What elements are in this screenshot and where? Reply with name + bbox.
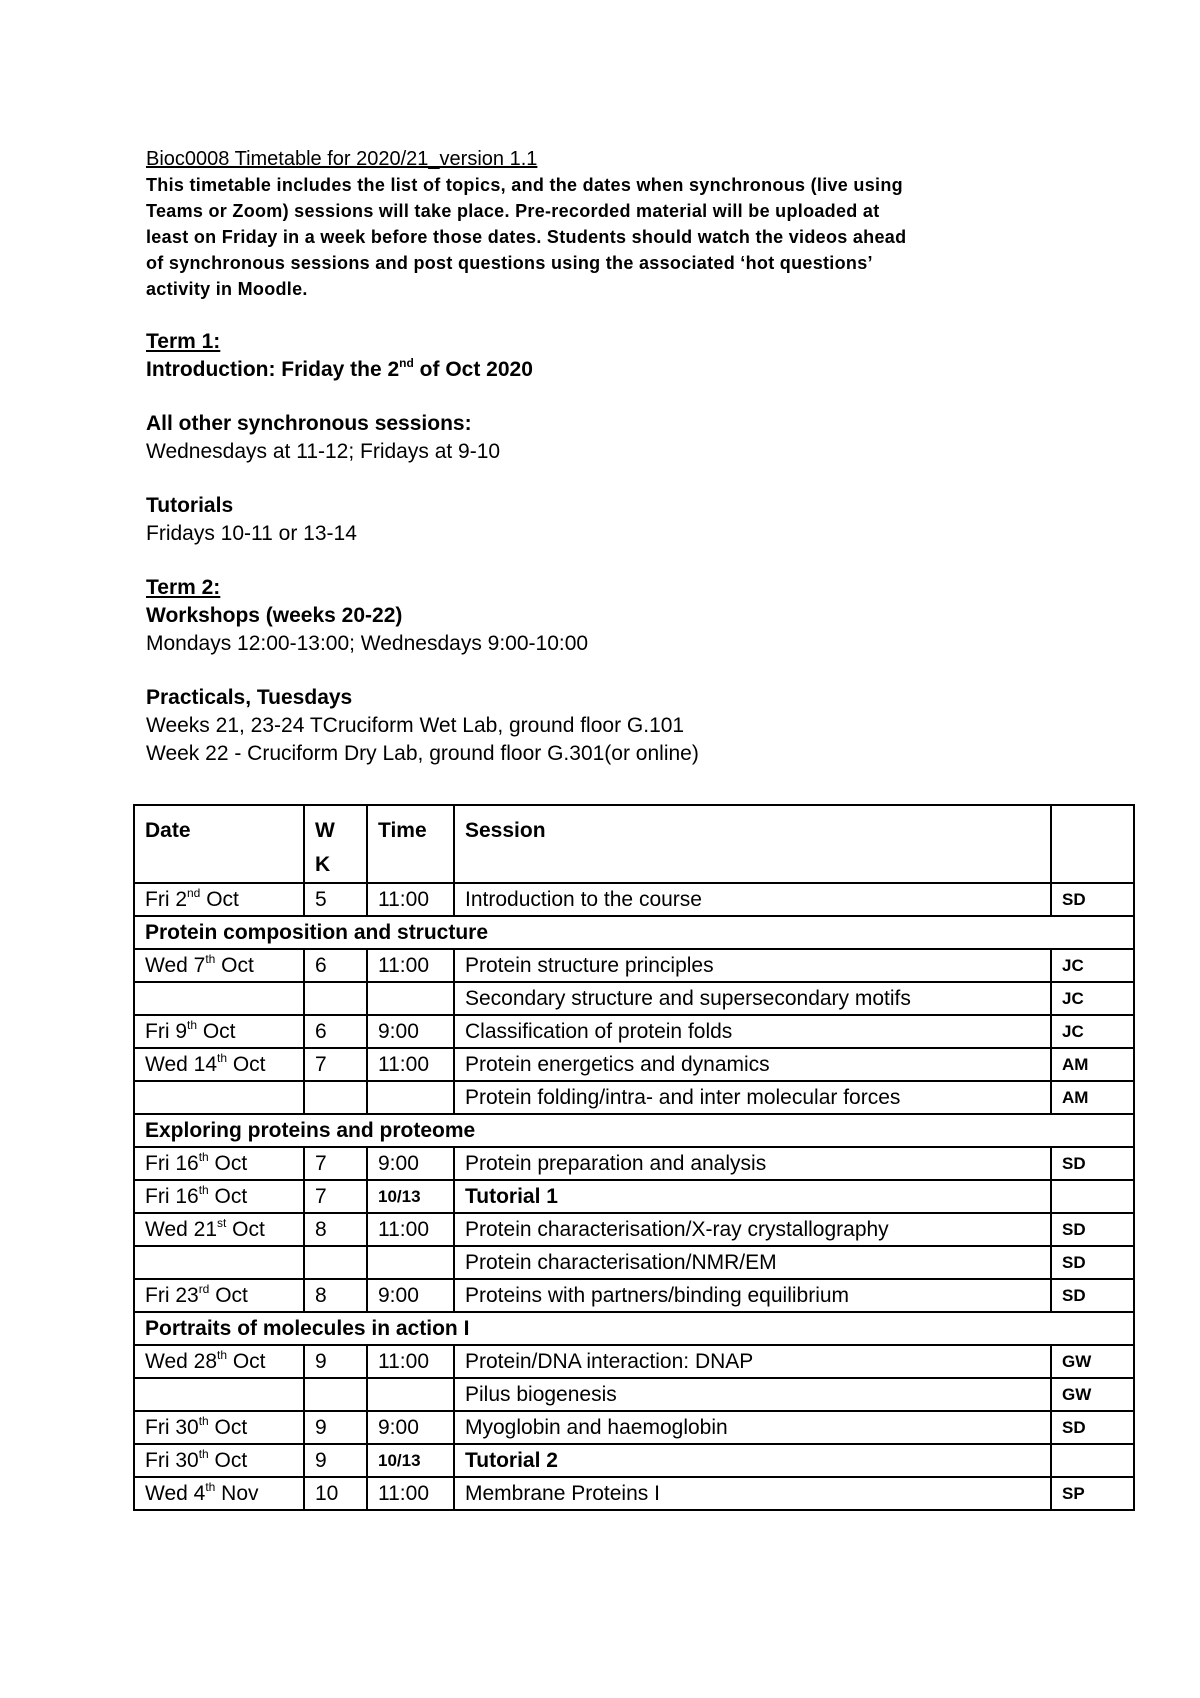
document-title: Bioc0008 Timetable for 2020/21_version 1.1 — [146, 148, 538, 170]
practicals-heading: Practicals, Tuesdays — [146, 686, 353, 709]
practicals-section — [146, 684, 1146, 768]
intro-paragraph — [146, 172, 1146, 302]
intro-line: activity in Moodle. — [146, 279, 308, 299]
cell-time: 10/13 — [367, 1444, 454, 1477]
group-label: Exploring proteins and proteome — [134, 1114, 1134, 1147]
cell-week — [304, 982, 367, 1015]
cell-date: Wed 7th Oct — [134, 949, 304, 982]
cell-date — [134, 982, 304, 1015]
group-label: Protein composition and structure — [134, 916, 1134, 949]
cell-initials: SD — [1051, 1279, 1134, 1312]
term1-section — [146, 328, 1146, 384]
cell-session: Introduction to the course — [454, 883, 1051, 916]
table-row — [134, 1180, 1134, 1213]
cell-week: 8 — [304, 1213, 367, 1246]
cell-initials: SP — [1051, 1477, 1134, 1510]
cell-week: 6 — [304, 1015, 367, 1048]
cell-initials — [1051, 1180, 1134, 1213]
cell-initials — [1051, 1444, 1134, 1477]
cell-time: 11:00 — [367, 1048, 454, 1081]
header-initials — [1051, 805, 1134, 883]
term2-section — [146, 574, 1146, 658]
sync-heading: All other synchronous sessions: — [146, 412, 472, 435]
cell-initials: GW — [1051, 1345, 1134, 1378]
group-row — [134, 916, 1134, 949]
table-row — [134, 1081, 1134, 1114]
table-row — [134, 1411, 1134, 1444]
intro-line: of synchronous sessions and post questions using the associated ‘hot questions’ — [146, 253, 873, 273]
table-row — [134, 1147, 1134, 1180]
cell-time — [367, 1081, 454, 1114]
cell-initials: SD — [1051, 883, 1134, 916]
cell-session: Protein folding/intra- and inter molecular forces — [454, 1081, 1051, 1114]
table-row — [134, 1246, 1134, 1279]
cell-session: Classification of protein folds — [454, 1015, 1051, 1048]
group-label: Portraits of molecules in action I — [134, 1312, 1134, 1345]
cell-initials: SD — [1051, 1246, 1134, 1279]
cell-date — [134, 1246, 304, 1279]
table-row — [134, 1345, 1134, 1378]
cell-date: Fri 30th Oct — [134, 1411, 304, 1444]
cell-initials: JC — [1051, 982, 1134, 1015]
term2-heading: Term 2: — [146, 576, 221, 599]
cell-session: Tutorial 2 — [454, 1444, 1051, 1477]
header-week: W K — [304, 805, 367, 883]
tutorials-text: Fridays 10-11 or 13-14 — [146, 522, 357, 545]
intro-line: This timetable includes the list of topics, and the dates when synchronous (live using — [146, 175, 903, 195]
cell-week — [304, 1246, 367, 1279]
cell-week: 5 — [304, 883, 367, 916]
cell-session: Protein structure principles — [454, 949, 1051, 982]
cell-time: 9:00 — [367, 1147, 454, 1180]
cell-initials: SD — [1051, 1213, 1134, 1246]
cell-time: 11:00 — [367, 883, 454, 916]
cell-week: 10 — [304, 1477, 367, 1510]
cell-session: Tutorial 1 — [454, 1180, 1051, 1213]
cell-session: Protein/DNA interaction: DNAP — [454, 1345, 1051, 1378]
cell-initials: AM — [1051, 1048, 1134, 1081]
cell-session: Protein energetics and dynamics — [454, 1048, 1051, 1081]
table-row — [134, 1015, 1134, 1048]
cell-week: 9 — [304, 1345, 367, 1378]
cell-week: 7 — [304, 1048, 367, 1081]
cell-date: Fri 16th Oct — [134, 1147, 304, 1180]
cell-time: 11:00 — [367, 949, 454, 982]
tutorials-section — [146, 492, 1146, 548]
cell-week: 9 — [304, 1444, 367, 1477]
practicals-line: Week 22 - Cruciform Dry Lab, ground floor G.301(or online) — [146, 742, 699, 765]
workshops-heading: Workshops (weeks 20-22) — [146, 604, 403, 627]
cell-time: 9:00 — [367, 1015, 454, 1048]
timetable-header-row — [134, 805, 1134, 883]
cell-time — [367, 1246, 454, 1279]
group-row — [134, 1312, 1134, 1345]
tutorials-heading: Tutorials — [146, 494, 234, 517]
table-row — [134, 1048, 1134, 1081]
cell-session: Secondary structure and supersecondary motifs — [454, 982, 1051, 1015]
cell-session: Myoglobin and haemoglobin — [454, 1411, 1051, 1444]
cell-time: 9:00 — [367, 1411, 454, 1444]
cell-date: Wed 28th Oct — [134, 1345, 304, 1378]
header-time: Time — [367, 805, 454, 883]
cell-initials: SD — [1051, 1147, 1134, 1180]
cell-week: 8 — [304, 1279, 367, 1312]
cell-time: 10/13 — [367, 1180, 454, 1213]
cell-session: Pilus biogenesis — [454, 1378, 1051, 1411]
cell-initials: SD — [1051, 1411, 1134, 1444]
cell-date: Fri 16th Oct — [134, 1180, 304, 1213]
timetable — [133, 804, 1135, 1511]
cell-initials: JC — [1051, 1015, 1134, 1048]
cell-session: Membrane Proteins I — [454, 1477, 1051, 1510]
header-session: Session — [454, 805, 1051, 883]
cell-week: 7 — [304, 1180, 367, 1213]
cell-week: 7 — [304, 1147, 367, 1180]
cell-week — [304, 1378, 367, 1411]
cell-time: 11:00 — [367, 1213, 454, 1246]
cell-date: Wed 4th Nov — [134, 1477, 304, 1510]
table-row — [134, 1279, 1134, 1312]
workshops-text: Mondays 12:00-13:00; Wednesdays 9:00-10:00 — [146, 632, 589, 655]
intro-line: Teams or Zoom) sessions will take place. Pre-recorded material will be uploaded at — [146, 201, 880, 221]
cell-date: Fri 9th Oct — [134, 1015, 304, 1048]
cell-date: Fri 2nd Oct — [134, 883, 304, 916]
cell-session: Proteins with partners/binding equilibrium — [454, 1279, 1051, 1312]
cell-week — [304, 1081, 367, 1114]
sync-section — [146, 410, 1146, 466]
cell-date — [134, 1378, 304, 1411]
cell-time: 9:00 — [367, 1279, 454, 1312]
cell-time: 11:00 — [367, 1477, 454, 1510]
table-row — [134, 982, 1134, 1015]
cell-time: 11:00 — [367, 1345, 454, 1378]
group-row — [134, 1114, 1134, 1147]
table-row — [134, 883, 1134, 916]
cell-initials: GW — [1051, 1378, 1134, 1411]
cell-date: Wed 14th Oct — [134, 1048, 304, 1081]
cell-date: Fri 30th Oct — [134, 1444, 304, 1477]
table-row — [134, 949, 1134, 982]
header-date: Date — [134, 805, 304, 883]
document-page — [146, 146, 1146, 768]
cell-initials: AM — [1051, 1081, 1134, 1114]
cell-session: Protein characterisation/NMR/EM — [454, 1246, 1051, 1279]
intro-line: least on Friday in a week before those dates. Students should watch the videos ahead — [146, 227, 907, 247]
table-row — [134, 1213, 1134, 1246]
cell-date: Fri 23rd Oct — [134, 1279, 304, 1312]
cell-week: 6 — [304, 949, 367, 982]
cell-initials: JC — [1051, 949, 1134, 982]
cell-session: Protein characterisation/X-ray crystallography — [454, 1213, 1051, 1246]
cell-time — [367, 982, 454, 1015]
cell-date: Wed 21st Oct — [134, 1213, 304, 1246]
table-row — [134, 1477, 1134, 1510]
table-row — [134, 1444, 1134, 1477]
table-row — [134, 1378, 1134, 1411]
term1-introduction: Introduction: Friday the 2nd of Oct 2020 — [146, 356, 533, 381]
cell-date — [134, 1081, 304, 1114]
cell-week: 9 — [304, 1411, 367, 1444]
sync-text: Wednesdays at 11-12; Fridays at 9-10 — [146, 440, 501, 463]
term1-heading: Term 1: — [146, 330, 221, 353]
practicals-line: Weeks 21, 23-24 TCruciform Wet Lab, ground floor G.101 — [146, 714, 685, 737]
cell-time — [367, 1378, 454, 1411]
cell-session: Protein preparation and analysis — [454, 1147, 1051, 1180]
